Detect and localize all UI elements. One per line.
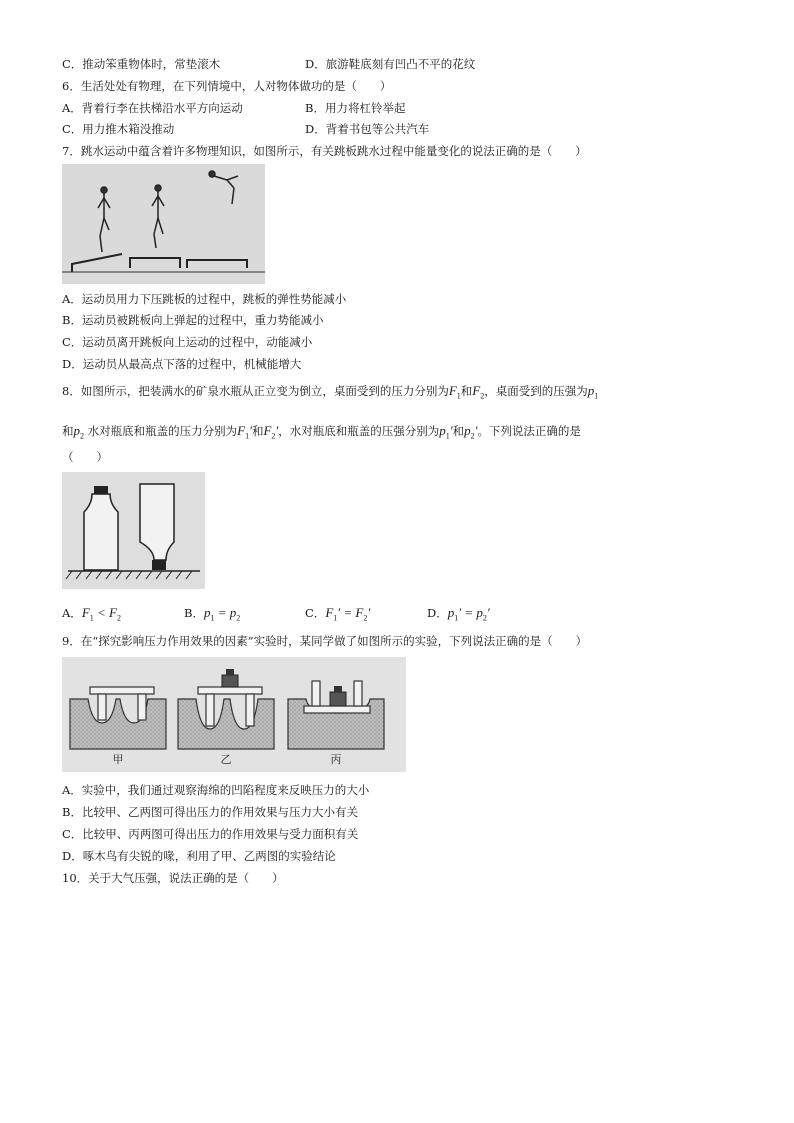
q6-option-d: D．背着书包等公共汽车 (305, 122, 430, 136)
q8-option-c: C．$F_1' = F_2'$ (305, 605, 371, 623)
q8-option-a: A．$F_1 < F_2$ (62, 605, 121, 623)
q7-option-c: C．运动员离开跳板向上运动的过程中，动能减小 (62, 335, 313, 349)
q8-option-b: B．$p_1 = p_2$ (184, 605, 241, 623)
q6-option-a: A．背着行李在扶梯沿水平方向运动 (62, 101, 243, 115)
figure-label-jia: 甲 (112, 753, 124, 766)
q7-option-a: A．运动员用力下压跳板的过程中，跳板的弹性势能减小 (62, 292, 347, 306)
q9-stem: 9．在“探究影响压力作用效果的因素”实验时，某同学做了如图所示的实验，下列说法正确的是（ ） (62, 634, 588, 648)
sponge-pressure-figure (62, 657, 406, 772)
q8-option-d: D．$p_1' = p_2'$ (427, 605, 490, 623)
q7-option-b: B．运动员被跳板向上弹起的过程中，重力势能减小 (62, 313, 324, 327)
q6-stem: 6．生活处处有物理，在下列情境中，人对物体做功的是（ ） (62, 79, 392, 93)
q6-option-b: B．用力将杠铃举起 (305, 101, 406, 115)
diving-board-figure (62, 164, 265, 284)
q7-option-d: D．运动员从最高点下落的过程中，机械能增大 (62, 357, 302, 371)
q9-option-c: C．比较甲、丙两图可得出压力的作用效果与受力面积有关 (62, 827, 359, 841)
q10-stem: 10．关于大气压强，说法正确的是（ ） (62, 871, 284, 885)
water-bottle-figure (62, 472, 205, 589)
q5-option-c: C．推动笨重物体时，常垫滚木 (62, 57, 221, 71)
q9-option-a: A．实验中，我们通过观察海绵的凹陷程度来反映压力的大小 (62, 783, 370, 797)
q9-option-d: D．啄木鸟有尖锐的喙，利用了甲、乙两图的实验结论 (62, 849, 336, 863)
figure-label-bing: 丙 (330, 753, 342, 766)
q6-option-c: C．用力推木箱没推动 (62, 122, 175, 136)
figure-label-yi: 乙 (220, 753, 232, 766)
q7-stem: 7．跳水运动中蕴含着许多物理知识，如图所示，有关跳板跳水过程中能量变化的说法正确的是（ ） (62, 144, 587, 158)
q8-line-2: 和$p_2$ 水对瓶底和瓶盖的压力分别为$F_1'$和$F_2'$，水对瓶底和瓶盖的压强分别为$p_1'$和$p_2'$。下列说法正确的是 (62, 423, 581, 441)
q8-line-1: 8．如图所示，把装满水的矿泉水瓶从正立变为倒立，桌面受到的压力分别为$F_1$和$F_2$，桌面受到的压强为$p_1$ (62, 383, 599, 401)
q9-option-b: B．比较甲、乙两图可得出压力的作用效果与压力大小有关 (62, 805, 358, 819)
q5-option-d: D．旅游鞋底刻有凹凸不平的花纹 (305, 57, 476, 71)
q8-line-3: （ ） (62, 450, 108, 464)
